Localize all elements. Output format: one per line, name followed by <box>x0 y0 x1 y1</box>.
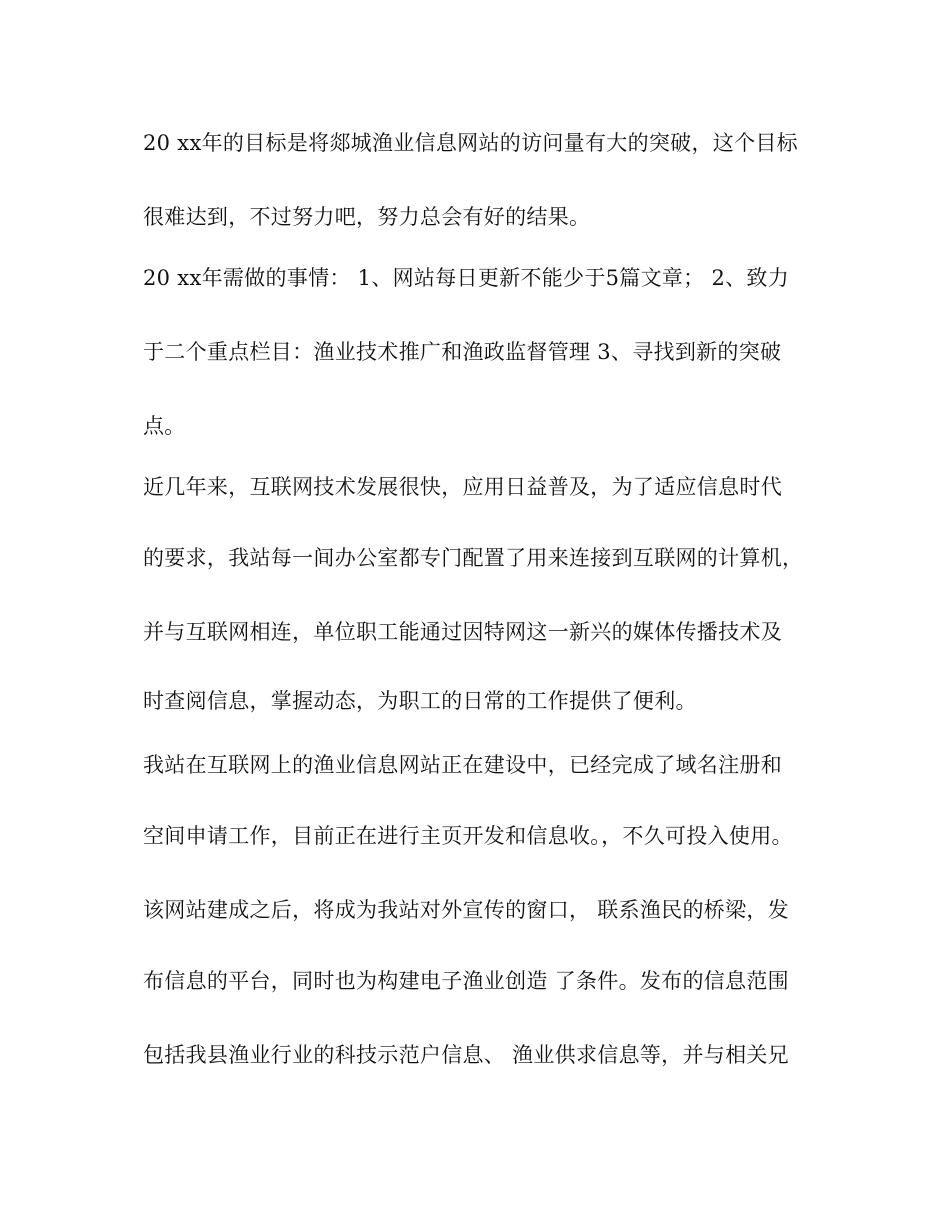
text-line: 点。 <box>143 414 186 438</box>
text-line: 20 xx年的目标是将郯城渔业信息网站的访问量有大的突破，这个目标 <box>143 131 798 155</box>
text-line: 该网站建成之后，将成为我站对外宣传的窗口， 联系渔民的桥梁，发 <box>143 898 789 922</box>
text-line: 于二个重点栏目：渔业技术推广和渔政监督管理 3、寻找到新的突破 <box>143 340 782 364</box>
text-line: 我站在互联网上的渔业信息网站正在建设中，已经完成了域名注册和 <box>143 753 782 777</box>
text-line: 空间申请工作，目前正在进行主页开发和信息收。，不久可投入使用。 <box>143 824 793 848</box>
text-line: 时查阅信息，掌握动态，为职工的日常的工作提供了便利。 <box>143 689 697 713</box>
text-line: 的要求，我站每一间办公室都专门配置了用来连接到互联网的计算机， <box>143 546 804 570</box>
text-line: 很难达到，不过努力吧，努力总会有好的结果。 <box>143 205 591 229</box>
text-line: 并与互联网相连，单位职工能通过因特网这一新兴的媒体传播技术及 <box>143 620 782 644</box>
text-line: 包括我县渔业行业的科技示范户信息、 渔业供求信息等，并与相关兄 <box>143 1043 789 1067</box>
text-line: 近几年来，互联网技术发展很快，应用日益普及，为了适应信息时代 <box>143 475 782 499</box>
text-line: 布信息的平台，同时也为构建电子渔业创造 了条件。发布的信息范围 <box>143 969 789 993</box>
text-line: 20 xx年需做的事情： 1、网站每日更新不能少于5篇文章； 2、致力 <box>143 266 790 290</box>
